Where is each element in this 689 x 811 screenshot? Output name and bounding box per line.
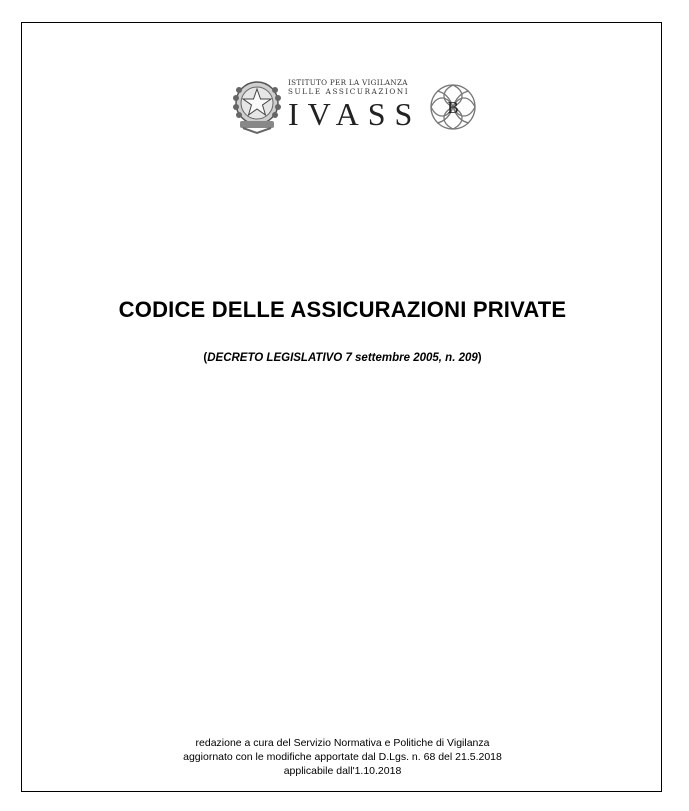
- logo-institute-line1: ISTITUTO PER LA VIGILANZA: [288, 78, 408, 87]
- document-subtitle: [22, 352, 663, 364]
- subtitle-decree-reference: DECRETO LEGISLATIVO 7 settembre 2005, n. 209: [207, 352, 478, 364]
- footer-applicability-line: applicabile dall'1.10.2018: [283, 765, 402, 777]
- document-footer: [22, 736, 663, 778]
- logo-wordmark: IVASS: [288, 96, 422, 132]
- seal-monogram: B: [447, 98, 459, 117]
- footer-editor-line: redazione a cura del Servizio Normativa e Politiche di Vigilanza: [195, 737, 490, 749]
- logo-institute-line2: SULLE ASSICURAZIONI: [288, 87, 410, 96]
- italian-republic-emblem-icon: [231, 76, 283, 136]
- logo-text: [288, 78, 428, 131]
- bank-of-italy-seal-icon: [427, 81, 479, 133]
- footer-update-line: aggiornato con le modifiche apportate dal D.Lgs. n. 68 del 21.5.2018: [183, 751, 502, 763]
- subtitle-open-paren: (: [203, 352, 208, 364]
- document-page: [21, 22, 662, 792]
- ivass-logo: [231, 76, 481, 140]
- subtitle-close-paren: ): [477, 352, 482, 364]
- document-title: CODICE DELLE ASSICURAZIONI PRIVATE: [118, 297, 567, 322]
